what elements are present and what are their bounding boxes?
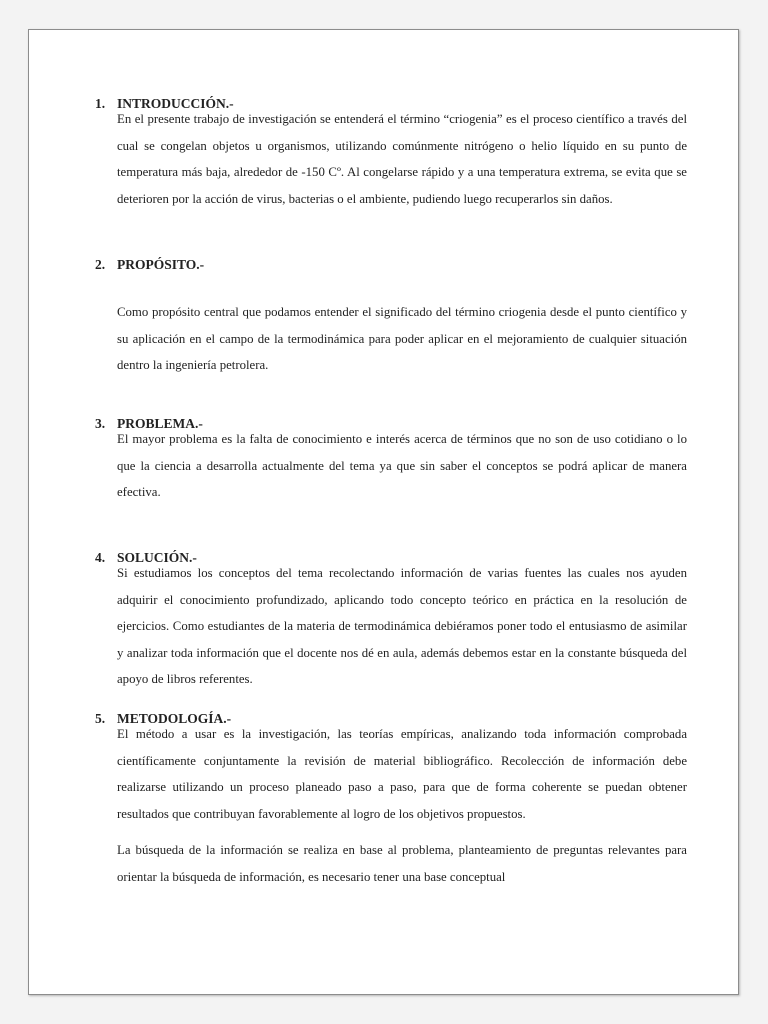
section-proposito [95,257,687,379]
section-solucion [95,550,687,693]
section-title: INTRODUCCIÓN.- [117,96,234,111]
section-heading [95,257,687,273]
section-number: 3. [95,416,106,431]
section-paragraph: Si estudiamos los conceptos del tema recolectando información de varias fuentes las cuales nos ayuden adquirir el conocimiento profundizado, aplicando todo concepto teórico en práctica en la resolución de ejercicios. Como estudiantes de la materia de termodinámica debiéramos poner todo el entusiasmo de asimilar y analizar toda información que el docente nos dé en aula, además debemos estar en la constante búsqueda del apoyo de libros referentes. [117,566,687,687]
section-title: SOLUCIÓN.- [117,550,197,565]
section-number: 2. [95,257,106,272]
section-problema [95,416,687,506]
section-paragraph: La búsqueda de la información se realiza en base al problema, planteamiento de preguntas relevantes para orientar la búsqueda de información, es necesario tener una base conceptual [117,843,687,884]
section-metodologia [95,711,687,891]
section-title: PROPÓSITO.- [117,257,205,272]
section-introduccion [95,96,687,212]
document-page [28,29,739,995]
section-title: PROBLEMA.- [117,416,203,431]
section-paragraph: El mayor problema es la falta de conocimiento e interés acerca de términos que no son de uso cotidiano o lo que la ciencia a desarrolla actualmente del tema ya que sin saber el conceptos se podrá aplicar de manera efectiva. [117,432,687,500]
section-paragraph: El método a usar es la investigación, las teorías empíricas, analizando toda información comprobada científicamente conjuntamente la revisión de material bibliográfico. Recolección de información debe realizarse utilizando un proceso planeado paso a paso, para que de forma coherente se puedan obtener resultados que contribuyan favorablemente al logro de los objetivos propuestos. [117,727,687,821]
section-paragraph: En el presente trabajo de investigación se entenderá el término “criogenia” es el proceso científico a través del cual se congelan objetos u organismos, utilizando comúnmente nitrógeno o helio líquido en su punto de temperatura más baja, alrededor de -150 Cº. Al congelarse rápido y a una temperatura extrema, se evita que se deterioren por la acción de virus, bacterias o el ambiente, pudiendo luego recuperarlos sin daños. [117,112,687,206]
section-number: 5. [95,711,106,726]
section-number: 1. [95,96,106,111]
section-number: 4. [95,550,106,565]
section-paragraph: Como propósito central que podamos entender el significado del término criogenia desde el punto científico y su aplicación en el campo de la termodinámica para poder aplicar en el mejoramiento de cualquier situación dentro la ingeniería petrolera. [117,305,687,373]
section-title: METODOLOGÍA.- [117,711,232,726]
